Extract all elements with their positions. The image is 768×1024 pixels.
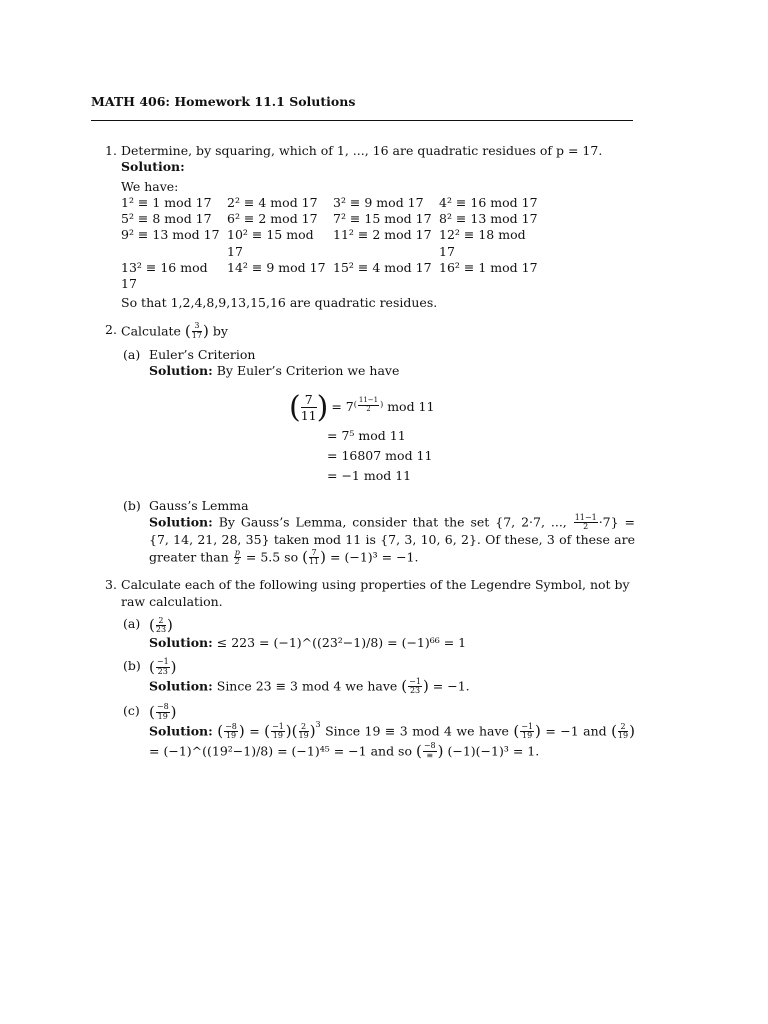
- table-cell: 13² ≡ 16 mod 17: [121, 259, 208, 291]
- solution-line: [149, 363, 635, 379]
- solution-text: ·7} = {7, 14, 21, 28, 35}: [149, 514, 635, 547]
- solution-label: Solution:: [121, 159, 185, 175]
- gauss-solution: Solution: By Gauss’s Lemma, consider that the set {7, 2·7, ..., $\frac{11-1}{2}$ ·7} = {7, 14, 21, 28, 35} taken mod 11 is {7, 3, 10, 6, 2}. Of these, 3 of these are greater than $\frac{p}{2}$ = 5.5 so ( $\frac{7}{11}$ ) = (−1)³ = −1.: [149, 512, 635, 567]
- header-rule: [91, 120, 633, 121]
- solution-text: By Euler’s Criterion we have: [216, 363, 400, 379]
- solution-text: =: [149, 742, 160, 758]
- subpart-label: (c): [123, 702, 140, 718]
- problem-number: 3.: [105, 577, 117, 593]
- subpart-label: (a): [123, 615, 141, 631]
- display-first-line: ( 7 11 ) = $7^{( \frac{11-1}{2} )}$ mod 11: [289, 390, 435, 425]
- subpart-c: (c) ( $\frac{-8}{19}$ ) Solution: ( $\frac{-8}{19}$ ) = ( $\frac{-1}{19}$ )( $\frac{2}{19}$ )$^3$ Since 19 ≡ 3 mod 4 we have ( $\frac{-1}{19}$ ) = −1 and ( $\frac{2}{19}$ ) = (−1)^((19²−1)/8) = (−1)⁴⁵ = −1 and so ( $\frac{-8}{\equiv}$ ) (−1)(−1)³ = 1.: [123, 702, 635, 760]
- solution-intro: We have:: [121, 178, 179, 194]
- display-line: = −1 mod 11: [327, 467, 412, 483]
- question-text: Calculate: [121, 322, 181, 338]
- problem-3: [105, 577, 635, 761]
- euler-display-equation: [289, 388, 635, 488]
- display-line: = 7⁵ mod 11: [327, 427, 406, 443]
- solution-label: Solution:: [149, 363, 213, 379]
- subpart-title: Euler’s Criterion: [149, 347, 256, 362]
- table-cell: 10² ≡ 15 mod 17: [227, 227, 314, 259]
- solution-label: Solution:: [149, 678, 213, 694]
- solution-label: Solution:: [149, 723, 213, 739]
- table-cell: 9² ≡ 13 mod 17: [121, 227, 220, 243]
- solution-line: Solution: ( $\frac{-8}{19}$ ) = ( $\frac{-1}{19}$ )( $\frac{2}{19}$ )$^3$ Since 19 ≡ 3 mod 4 we have ( $\frac{-1}{19}$ ) = −1 and ( $\frac{2}{19}$ ) = (−1)^((19²−1)/8) = (−1)⁴⁵ = −1 and so ( $\frac{-8}{\equiv}$ ) (−1)(−1)³ = 1.: [149, 720, 635, 760]
- table-cell: 11² ≡ 2 mod 17: [333, 227, 432, 243]
- solution-label: Solution:: [149, 514, 213, 530]
- solution-text: (−1)^((19²−1)/8) = (−1)⁴⁵ = −1 and so: [163, 742, 412, 758]
- solution-line: [149, 635, 635, 651]
- table-cell: 8² ≡ 13 mod 17: [439, 211, 538, 226]
- subpart-b: (b) ( $\frac{-1}{23}$ ) Solution: Since 23 ≡ 3 mod 4 we have ( $\frac{-1}{23}$ ) = −1.: [149, 658, 635, 697]
- document-body: [105, 143, 635, 761]
- solution-text: = −1 and: [545, 723, 607, 739]
- subpart-a: [123, 347, 635, 488]
- display-line: = 16807 mod 11: [327, 447, 433, 463]
- solution-text: Since 23 ≡ 3 mod 4 we have: [216, 678, 398, 694]
- legendre-fraction: $\frac{3}{17}$: [191, 321, 202, 340]
- table-cell: 2² ≡ 4 mod 17: [227, 194, 318, 210]
- page-title: MATH 406: Homework 11.1 Solutions: [91, 94, 356, 109]
- solution-text: (−1)(−1)³ = 1.: [447, 742, 540, 758]
- solution-text: taken mod 11 is {7, 3, 10, 6, 2}. Of these, 3 of these are greater than: [149, 531, 635, 565]
- table-cell: 7² ≡ 15 mod 17: [333, 211, 432, 226]
- table-cell: 6² ≡ 2 mod 17: [227, 211, 318, 226]
- residue-table: [121, 195, 635, 293]
- table-cell: 16² ≡ 1 mod 17: [439, 259, 538, 275]
- problem-1: [105, 143, 635, 312]
- table-cell: 15² ≡ 4 mod 17: [333, 259, 432, 275]
- solution-text: =: [249, 723, 260, 739]
- solution-label: Solution:: [149, 635, 213, 651]
- solution-text: = −1.: [432, 678, 470, 694]
- solution-text: (−1)³ = −1.: [344, 549, 419, 565]
- table-cell: 1² ≡ 1 mod 17: [121, 194, 212, 210]
- subpart-title: Gauss’s Lemma: [149, 497, 249, 513]
- problem-1-question: Determine, by squaring, which of 1, ..., 16 are quadratic residues of p = 17.: [121, 143, 603, 158]
- table-cell: 5² ≡ 8 mod 17: [121, 211, 212, 226]
- table-cell: 14² ≡ 9 mod 17: [227, 259, 326, 275]
- problem-number: 2.: [105, 321, 117, 337]
- subpart-a: (a) ( $\frac{2}{23}$ ) Solution: ≤ 223 = (−1)^((23²−1)/8) = (−1)⁶⁶ = 1: [149, 616, 635, 652]
- solution-text: = 5.5 so: [245, 549, 299, 565]
- subpart-label: (b): [123, 657, 141, 673]
- problem-1-conclusion: So that 1,2,4,8,9,13,15,16 are quadratic residues.: [121, 295, 438, 311]
- solution-text: Since 19 ≡ 3 mod 4 we have: [325, 723, 509, 739]
- solution-line: Solution: Since 23 ≡ 3 mod 4 we have ( $\frac{-1}{23}$ ) = −1.: [149, 676, 470, 696]
- problem-2-question: Calculate ( $\frac{3}{17}$ ) by: [121, 321, 228, 340]
- problem-3-question: Calculate each of the following using properties of the Legendre Symbol, not by raw calculation.: [121, 577, 630, 609]
- table-cell: 12² ≡ 18 mod 17: [439, 227, 526, 259]
- solution-text: By Gauss’s Lemma, consider that the set {7, 2·7, ...,: [218, 514, 567, 530]
- table-cell: 4² ≡ 16 mod 17: [439, 194, 538, 210]
- solution-text: =: [330, 549, 341, 565]
- problem-2: [105, 322, 635, 568]
- solution-text: ≤ 223 = (−1)^((23²−1)/8) = (−1)⁶⁶ = 1: [216, 635, 467, 651]
- subpart-label: (a): [123, 347, 141, 362]
- table-cell: 3² ≡ 9 mod 17: [333, 194, 424, 210]
- subpart-b: [123, 497, 635, 568]
- question-text: by: [212, 322, 228, 338]
- subpart-label: (b): [123, 497, 141, 513]
- problem-number: 1.: [105, 143, 117, 158]
